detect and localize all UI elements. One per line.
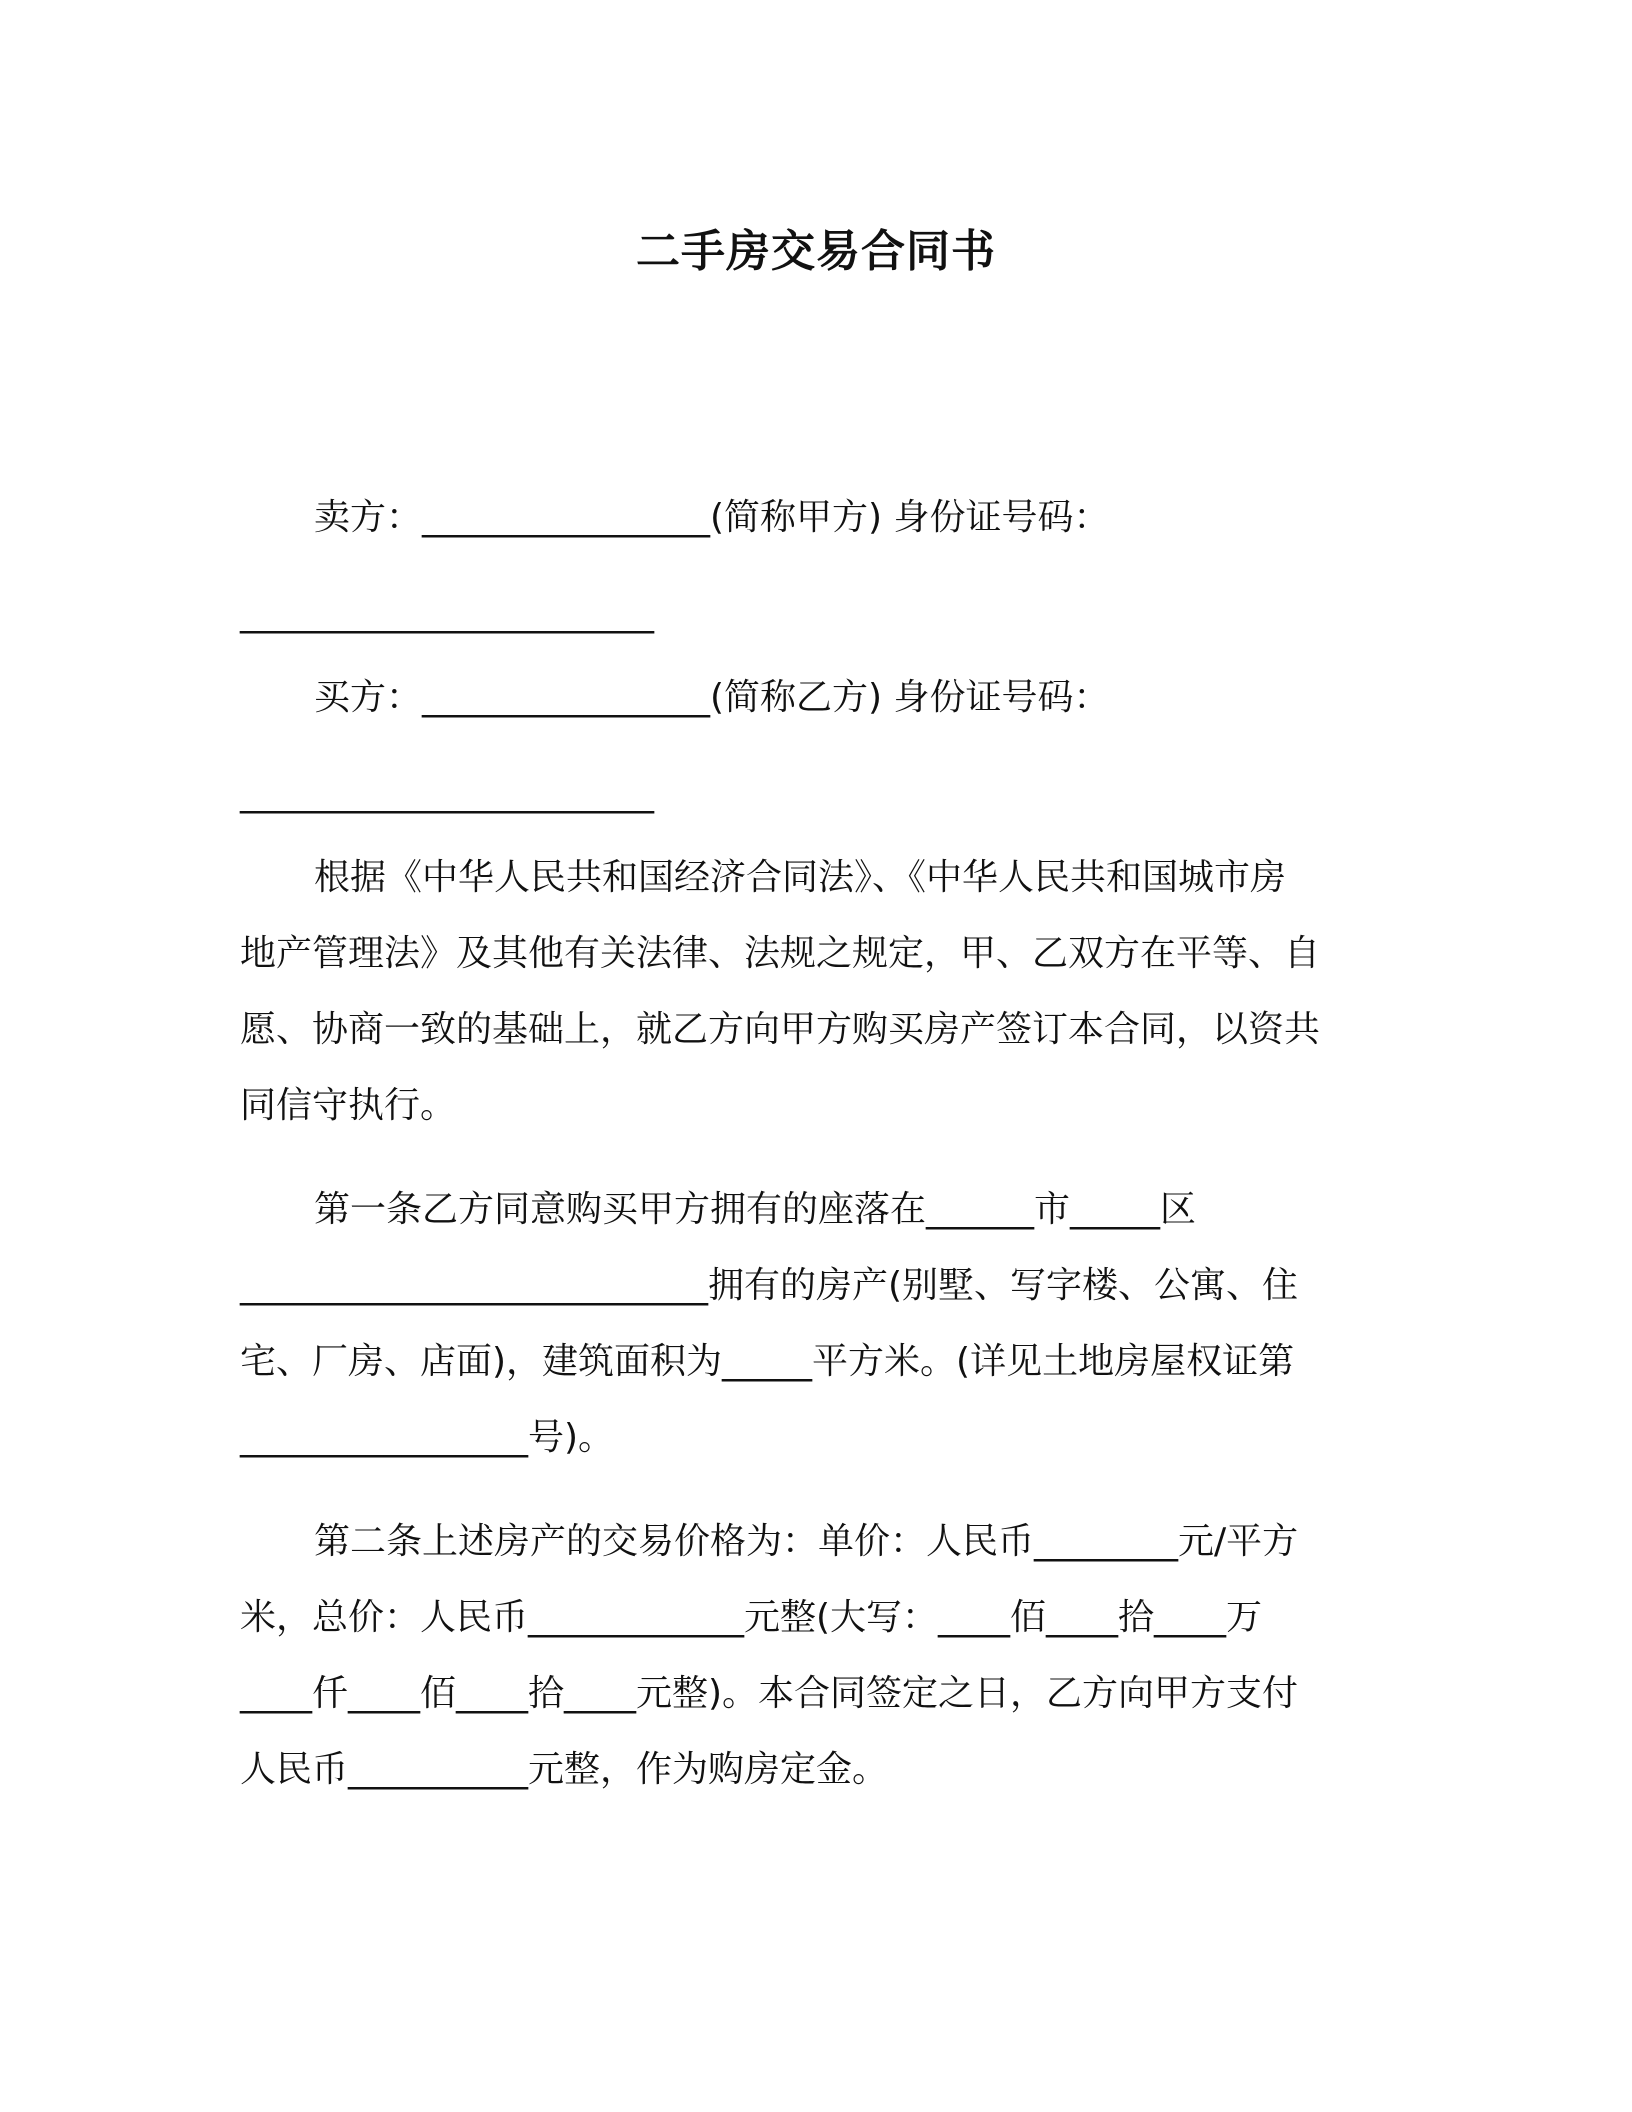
document-title: 二手房交易合同书 <box>636 226 996 277</box>
article2-line-1: 第二条上述房产的交易价格为：单价：人民币________元/平方 <box>314 1521 1299 1562</box>
article1-line-4: ________________号)。 <box>240 1417 615 1458</box>
article1-line-2: __________________________拥有的房产(别墅、写字楼、公寓、住 <box>240 1265 1299 1306</box>
buyer-line: 买方：________________(简称乙方) 身份证号码： <box>314 677 1110 718</box>
article1-line-1: 第一条乙方同意购买甲方拥有的座落在______市_____区 <box>314 1189 1197 1230</box>
seller-id-line: _______________________ <box>240 593 654 634</box>
buyer-id-line: _______________________ <box>240 773 654 814</box>
article2-line-4: 人民币__________元整，作为购房定金。 <box>240 1749 889 1790</box>
preamble-line-3: 愿、协商一致的基础上，就乙方向甲方购买房产签订本合同，以资共 <box>240 1009 1321 1050</box>
seller-line: 卖方：________________(简称甲方) 身份证号码： <box>314 497 1110 538</box>
article2-line-2: 米，总价：人民币____________元整(大写：____佰____拾____万 <box>240 1597 1263 1638</box>
preamble-line-1: 根据《中华人民共和国经济合同法》、《中华人民共和国城市房 <box>314 857 1287 898</box>
article1-line-3: 宅、厂房、店面)，建筑面积为_____平方米。(详见土地房屋权证第 <box>240 1341 1295 1382</box>
preamble-line-2: 地产管理法》及其他有关法律、法规之规定，甲、乙双方在平等、自 <box>240 933 1321 974</box>
preamble-line-4: 同信守执行。 <box>240 1085 457 1126</box>
article2-line-3: ____仟____佰____拾____元整)。本合同签定之日，乙方向甲方支付 <box>240 1673 1299 1714</box>
